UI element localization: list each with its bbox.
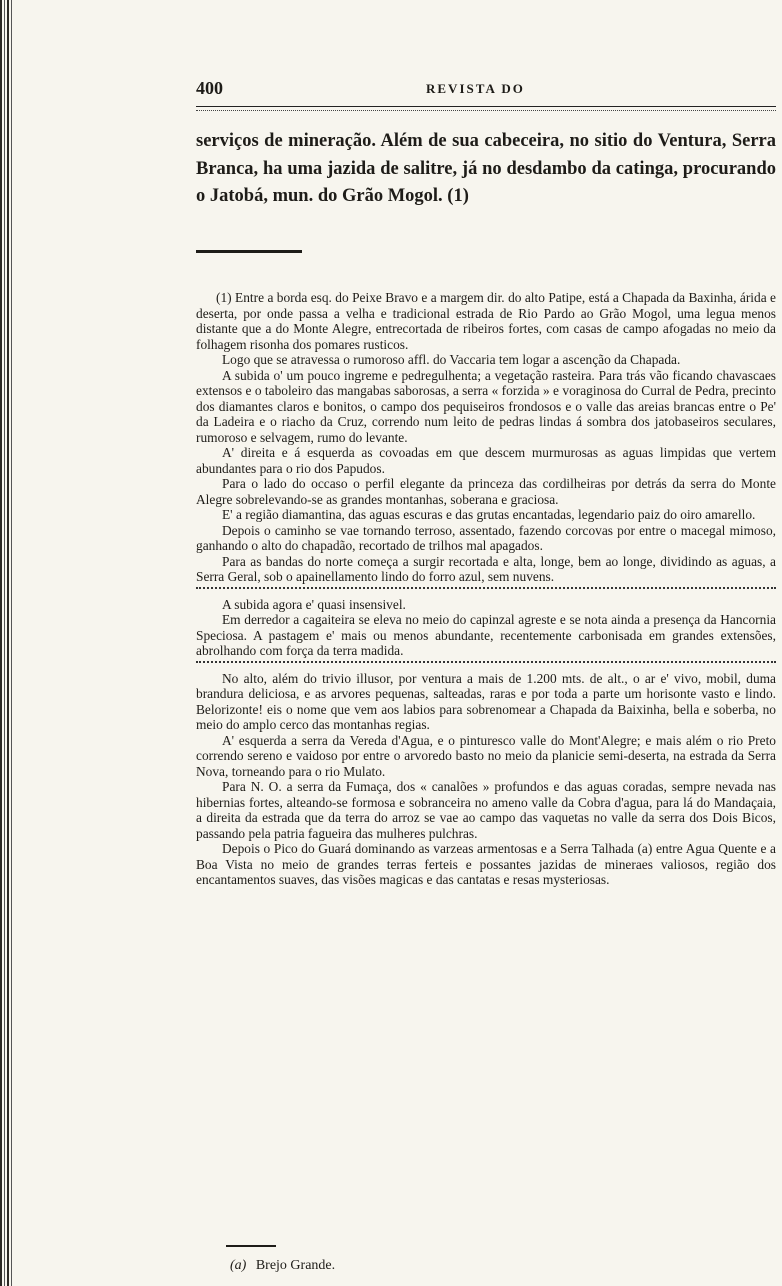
footnote-rule [226,1245,276,1247]
note-paragraph: (1) Entre a borda esq. do Peixe Bravo e a margem dir. do alto Patipe, está a Chapada da Baxinha, árida e deserta, por onde passa a velha e tradicional estrada de Rio Pardo ao Grão Mogol, uma legua menos distante que a do Monte Alegre, entrecortada de ribeiros fortes, com casas de campo afogadas no meio da folhagem risonha dos pomares rusticos. [196,290,776,352]
note-paragraph: E' a região diamantina, das aguas escuras e das grutas encantadas, legendario paiz do oiro amarello. [222,507,756,522]
dotted-separator [196,661,776,669]
dotted-separator [196,587,776,595]
note-paragraph: A subida o' um pouco ingreme e pedregulhenta; a vegetação rasteira. Para trás vão ficando chavascaes extensos e o taboleiro das mangabas saborosas, a serra « forzida » e voraginosa do Curral de Pedra, precinto dos diamantes claros e bonitos, o campo dos pequiseiros frondosos e o valle das areias brancas entre o Pe' da Ladeira e o riacho da Cruz, correndo num leito de pedras lindas á sombra dos jatobaseiros seculares, rumoroso e selvagem, rumo do levante. [196,367,776,445]
footnote-mark: (a) [230,1258,247,1273]
note-paragraph: A subida agora e' quasi insensivel. [222,596,406,612]
note-paragraph: Em derredor a cagaiteira se eleva no meio do capinzal agreste e se nota ainda a presença da Hancornia Speciosa. A pastagem e' mais ou menos abundante, recentemente carbonisada em grandes extensões, abrolhando com força da terra madida. [196,612,776,658]
page-header [196,78,776,102]
main-paragraph: serviços de mineração. Além de sua cabeceira, no sitio do Ventura, Serra Branca, ha uma jazida de salitre, já no desdambo da catinga, procurando o Jatobá, mun. do Grão Mogol. (1) [196,131,776,206]
note-paragraph: Logo que se atravessa o rumoroso affl. do Vaccaria tem logar a ascenção da Chapada. [222,352,681,367]
footnote-block [196,290,776,888]
page-number: 400 [196,78,223,98]
footnote-text: Brejo Grande. [255,1258,336,1273]
book-binding-edge [0,0,14,1286]
bottom-footnote [230,1258,335,1274]
main-text [196,128,776,211]
note-paragraph: Depois o Pico do Guará dominando as varzeas armentosas e a Serra Talhada (a) entre Agua Quente e a Boa Vista no meio de grandes terras ferteis e possantes jazidas de mineraes valiosos, região dos encantamentos suaves, das visões magicas e das cantatas e resas mysteriosas. [196,841,776,887]
section-rule [196,250,302,253]
header-rule [196,106,776,111]
note-paragraph: A' direita e á esquerda as covoadas em que descem murmurosas as aguas limpidas que vertem abundantes para o rio dos Papudos. [196,445,776,476]
note-paragraph: Para N. O. a serra da Fumaça, dos « canalões » profundos e das aguas coradas, sempre nevada nas hibernias fortes, alteando-se formosa e sobranceira no ameno valle da Cobra d'agua, para lá do Mandaçaia, a direita da estrada que da terra do arroz se vae ao campo das vaquetas no valle da serra dos Dois Bicos, passando pela patria fagueira das mulheres pulchras. [196,779,776,841]
note-paragraph: No alto, além do trivio illusor, por ventura a mais de 1.200 mts. de alt., o ar e' vivo, mobil, duma brandura deliciosa, e as arvores pequenas, salteadas, raras e por toda a parte um horisonte vasto e lindo. Belorizonte! eis o nome que vem aos labios para sobrenomear a Chapada da Baixinha, bella e soberba, no meio do amplo cerco das montanhas regias. [196,670,776,732]
note-paragraph: A' esquerda a serra da Vereda d'Agua, e o pinturesco valle do Mont'Alegre; e mais além o rio Preto correndo sereno e vaidoso por entre o arvoredo basto no meio da planicie semi-deserta, na estrada da Serra Nova, torneando para o rio Mulato. [196,732,776,779]
note-paragraph: Para o lado do occaso o perfil elegante da princeza das cordilheiras por detrás da serra do Monte Alegre sobrelevando-se as grandes montanhas, soberana e graciosa. [196,476,776,507]
note-paragraph: Depois o caminho se vae tornando terroso, assentado, fazendo corcovas por entre o macegal mimoso, ganhando o alto do chapadão, recortado de trilhos mal apagados. [196,522,776,553]
running-title: REVISTA DO [426,81,525,96]
note-paragraph: Para as bandas do norte começa a surgir recortada e alta, longe, bem ao longe, dividindo as aguas, a Serra Geral, sob o apainellamento lindo do forro azul, sem nuvens. [196,553,776,584]
